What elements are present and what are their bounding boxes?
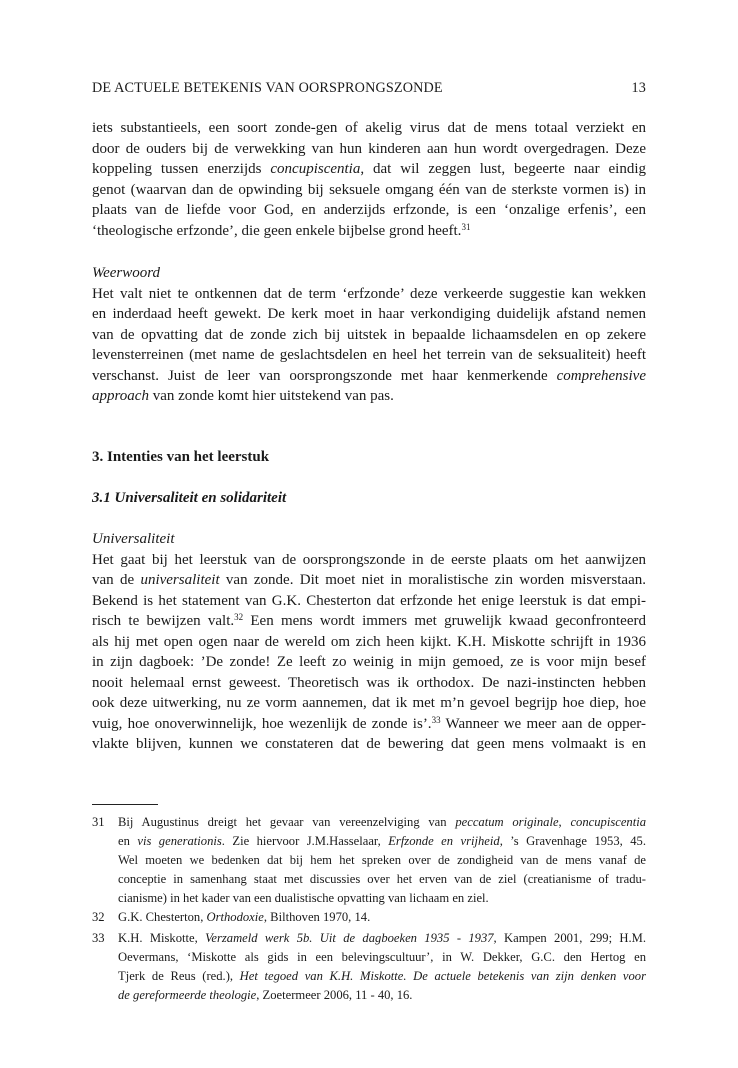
text-line: plaats van de liefde voor God, en anderzijds erfzonde, is een ‘onzalige erfenis’, een xyxy=(92,202,646,218)
text-line: approach van zonde komt hier uitstekend van pas. xyxy=(92,388,394,404)
footnote-line: G.K. Chesterton, Orthodoxie, Bilthoven 1970, 14. xyxy=(118,910,371,924)
paragraph-continuation xyxy=(92,118,646,241)
footnote-line: K.H. Miskotte, Verzameld werk 5b. Uit de dagboeken 1935 - 1937, Kampen 2001, 299; H.M. xyxy=(118,931,647,945)
text-line: Het valt niet te ontkennen dat de term ‘erfzonde’ deze verkeerde suggestie kan wekken xyxy=(92,285,646,302)
text-line: van de universaliteit van zonde. Dit moet niet in moralistische zin worden misverstaan. xyxy=(92,572,646,588)
footnote-line: Oevermans, ‘Miskotte als gids in een belevingscultuur’, in W. Dekker, G.C. den Hertog en xyxy=(118,950,646,965)
footnote-ref-31[interactable]: 31 xyxy=(461,221,471,232)
footnote-number: 31 xyxy=(92,815,105,829)
footnote-line: conceptie in samenhang staat met discussies over het erven van de ziel (creatianisme of tradu- xyxy=(118,872,646,887)
text-line: vlakte blijven, kunnen we constateren dat de bewering dat geen mens volmaakt is en xyxy=(92,736,646,752)
footnote-line: en vis generationis. Zie hiervoor J.M.Hasselaar, Erfzonde en vrijheid, ’s Gravenhage 1953, 45. xyxy=(118,834,646,849)
page-number: 13 xyxy=(631,80,646,96)
text-line: levensterreinen (met name de geslachtsdelen en heel het terrein van de seksualiteit) heeft xyxy=(92,347,646,363)
footnote-line: Tjerk de Reus (red.), Het tegoed van K.H. Miskotte. De actuele betekenis van zijn denken voor xyxy=(118,969,646,984)
text-line: verschanst. Juist de leer van oorsprongszonde met haar kenmerkende comprehensive xyxy=(92,367,646,384)
text-line: ook deze uitwerking, nu ze vorm aannemen, dat ik met m’n gevoel begrijp hoe diep, hoe xyxy=(92,695,646,711)
section-heading-block xyxy=(92,447,646,468)
subsection-heading: 3.1 Universaliteit en solidariteit xyxy=(92,490,287,506)
text-line: en inderdaad heeft gewekt. De kerk moet in haar verkondiging duidelijk afstand nemen xyxy=(92,306,646,322)
text-line: Bekend is het statement van G.K. Chesterton dat erfzonde het enige leerstuk is dat empi- xyxy=(92,592,646,609)
text-line: van de opvatting dat de zonde zich bij uitstek in bepaalde lichaamsdelen en op zekere xyxy=(92,326,646,343)
text-line: ‘theologische erfzonde’, die geen enkele bijbelse grond heeft.$^{31}$ xyxy=(92,221,471,239)
text-line: door de ouders bij de verwekking van hun kinderen aan hun wordt overgedragen. Deze xyxy=(92,140,646,157)
text-line: genot (waarvan dan de opwinding bij seksuele omgang één van de sterkste vormen is) in xyxy=(92,181,646,198)
emphasis-term: universaliteit xyxy=(140,572,220,588)
subsection-heading-block xyxy=(92,488,646,509)
emphasis-term: approach xyxy=(92,388,149,404)
text-line: als hij met open ogen naar de wereld om zich heen kijkt. K.H. Miskotte schrijft in 1936 xyxy=(92,633,646,650)
subheading-universaliteit: Universaliteit xyxy=(92,531,175,547)
running-title: DE ACTUELE BETEKENIS VAN OORSPRONGSZONDE xyxy=(92,80,443,96)
running-header xyxy=(92,80,646,100)
text-line: iets substantieels, een soort zonde-gen of akelig virus dat de mens totaal verziekt en xyxy=(92,120,646,136)
footnote-line: Bij Augustinus dreigt het gevaar van vereenzelviging van peccatum originale, concupiscentia xyxy=(118,815,647,829)
text-line: koppeling tussen enerzijds concupiscentia, dat wil zeggen lust, begeerte naar eindig xyxy=(92,161,646,177)
universaliteit-section xyxy=(92,529,646,755)
text-line: risch te bewijzen valt.$^{32}$ Een mens wordt immers met gruwelijk kwaad geconfronteerd xyxy=(92,612,646,629)
section-heading: 3. Intenties van het leerstuk xyxy=(92,449,270,465)
footnote-divider xyxy=(92,804,158,805)
footnote-ref-33[interactable]: 33 xyxy=(431,714,441,725)
footnote-number: 32 xyxy=(92,910,105,924)
footnote-line: Wel moeten we bedenken dat bij hem het spreken over de zondigheid van de mens vanaf de xyxy=(118,853,646,868)
weerwoord-section xyxy=(92,263,646,407)
text-line: nooit helemaal ernst geweest. Theoretisch was ik orthodox. De nazi-instincten hebben xyxy=(92,674,646,691)
footnote-ref-32[interactable]: 32 xyxy=(234,612,244,622)
footnote-line: cianisme) in het kader van een dualistische opvatting van lichaam en ziel. xyxy=(118,891,489,906)
footnote-line: de gereformeerde theologie, Zoetermeer 2006, 11 - 40, 16. xyxy=(118,988,413,1003)
emphasis-term: concupiscentia xyxy=(270,161,361,177)
subheading-weerwoord: Weerwoord xyxy=(92,265,161,281)
text-line: Het gaat bij het leerstuk van de oorsprongszonde in de eerste plaats om het aanwijzen xyxy=(92,551,646,568)
text-line: vuig, hoe onoverwinnelijk, hoe wezenlijk de zonde is’.$^{33}$ Wanneer we meer aan de opper- xyxy=(92,714,646,732)
emphasis-term: comprehensive xyxy=(556,367,646,384)
footnote-number: 33 xyxy=(92,931,105,945)
text-line: in zijn dagboek: ’De zonde! Ze leeft zo weinig in mijn gemoed, ze is voor mijn besef xyxy=(92,654,646,670)
